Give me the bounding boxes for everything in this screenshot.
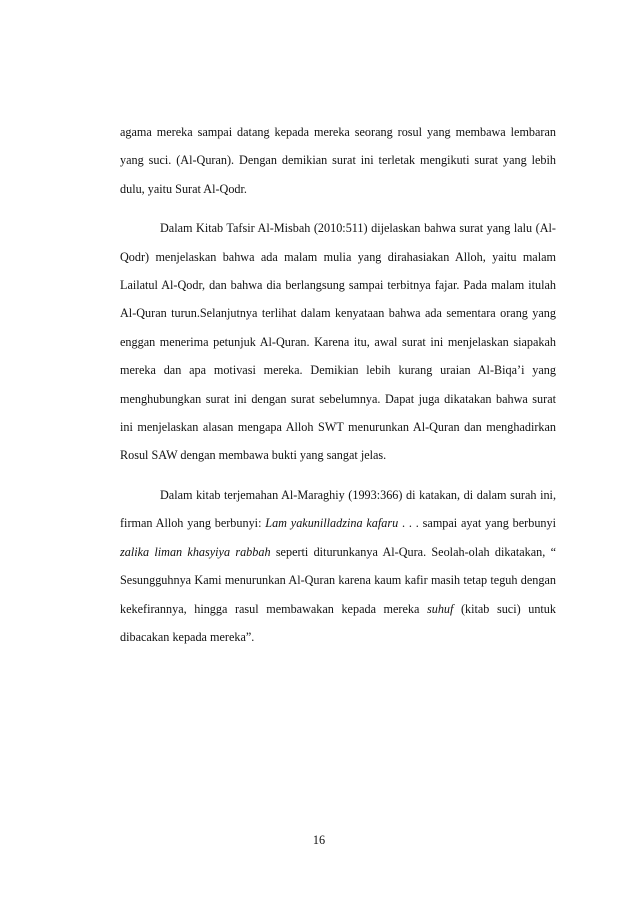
italic-verse-reference: Lam yakunilladzina kafaru (265, 516, 399, 531)
paragraph-text: Dalam Kitab Tafsir Al-Misbah (2010:511) dijelaskan bahwa surat yang lalu (Al-Qodr) menjelaskan bahwa ada malam mulia yang dirahasiakan Alloh, yaitu malam Lailatul Al-Qodr, dan bahwa dia berlangsung sampai terbitnya fajar. Pada malam itulah Al-Quran turun.Selanjutnya terlihat dalam kenyataan bahwa ada sementara orang yang enggan menerima petunjuk Al-Quran. Karena itu, awal surat ini menjelaskan siapakah mereka dan apa motivasi mereka. Demikian lebih kurang uraian Al-Biqa’i yang menghubungkan surat ini dengan surat sebelumnya. Dapat juga dikatakan bahwa surat ini menjelaskan alasan mengapa Alloh SWT menurunkan Al-Quran dan menghadirkan Rosul SAW dengan membawa bukti yang sangat jelas. (120, 221, 556, 463)
paragraph-text: agama mereka sampai datang kepada mereka seorang rosul yang membawa lembaran yang suci. (Al-Quran). Dengan demikian surat ini terletak mengikuti surat yang lebih dulu, yaitu Surat Al-Qodr. (120, 125, 556, 196)
paragraph-tafsir-al-misbah (120, 214, 556, 470)
document-body (120, 118, 556, 651)
paragraph-al-maraghiy (120, 481, 556, 651)
paragraph-text: Dalam kitab terjemahan Al-Maraghiy (1993:366) di katakan, di dalam surah ini, firman Alloh yang berbunyi: (120, 487, 556, 531)
italic-verse-reference: zalika liman khasyiya rabbah (120, 544, 271, 559)
paragraph-text: . . . sampai ayat yang berbunyi (398, 516, 556, 531)
italic-term: suhuf (426, 601, 454, 616)
page-number: 16 (312, 833, 326, 847)
paragraph-text: seperti diturunkanya Al-Qura. Seolah-olah dikatakan, “ Sesungguhnya Kami menurunkan Al-Quran karena kaum kafir masih tetap teguh dengan kekefirannya, hingga rasul membawakan kepada mereka (120, 544, 556, 616)
paragraph-continuation (120, 118, 556, 203)
paragraph-text: (kitab suci) untuk dibacakan kepada mereka”. (120, 601, 556, 644)
